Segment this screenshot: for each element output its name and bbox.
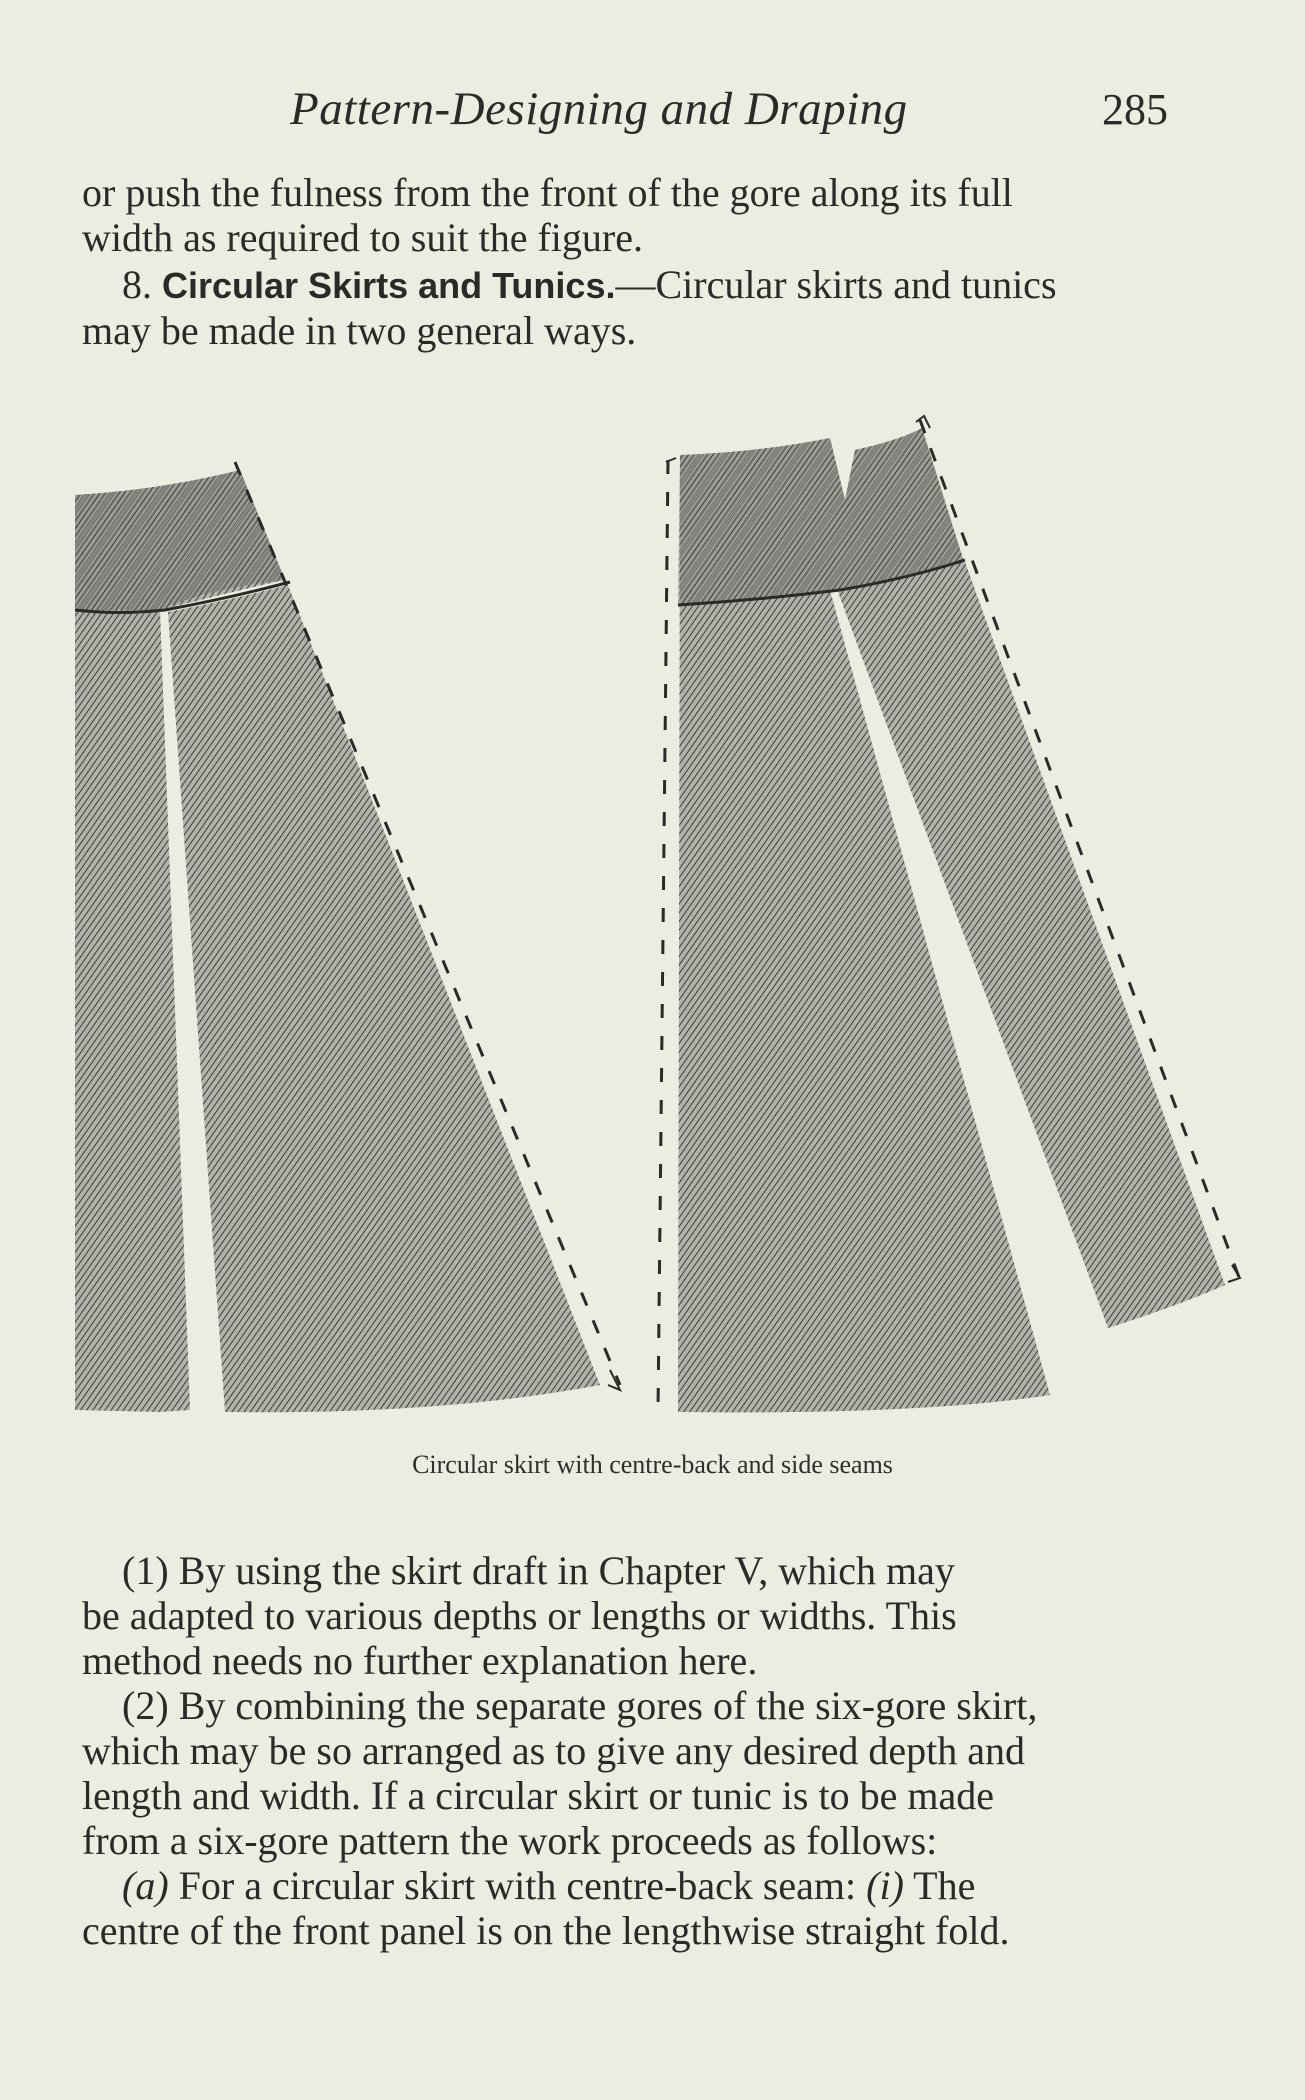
page-number: 285 <box>1102 85 1168 134</box>
text-line: may be made in two general ways. <box>82 308 637 353</box>
text-run: The <box>903 1863 976 1908</box>
text-line: (1) By using the skirt draft in Chapter V, which may <box>122 1548 955 1593</box>
sub-step-marker: (i) <box>866 1863 904 1908</box>
left-skirt-side-gore <box>168 585 600 1412</box>
paragraph-step-a <box>82 1863 1182 1953</box>
skirt-pattern-figure <box>60 410 1260 1420</box>
text-line: or push the fulness from the front of the gore along its full <box>82 170 1013 215</box>
right-skirt-centre-back-fold <box>658 460 668 1410</box>
text-line <box>82 1863 1182 1908</box>
text-line: which may be so arranged as to give any desired depth and <box>82 1728 1026 1773</box>
step-marker: (a) <box>122 1863 169 1908</box>
text-run: For a circular skirt with centre-back seam: <box>168 1863 867 1908</box>
running-title: Pattern-Designing and Draping <box>290 83 908 135</box>
paragraph-section-8 <box>82 262 1182 353</box>
text-line: (2) By combining the separate gores of the six-gore skirt, <box>122 1683 1038 1728</box>
text-line: width as required to suit the figure. <box>82 215 643 260</box>
paragraph-method-2 <box>82 1683 1182 1863</box>
figure-caption: Circular skirt with centre-back and side seams <box>412 1450 893 1479</box>
running-head <box>0 82 1305 142</box>
paragraph-method-1 <box>82 1548 1182 1683</box>
text-run: —Circular skirts and tunics <box>615 262 1057 307</box>
left-skirt-back-yoke <box>75 470 285 610</box>
text-line <box>82 262 1182 308</box>
text-line: length and width. If a circular skirt or tunic is to be made <box>82 1773 994 1818</box>
text-line: method needs no further explanation here. <box>82 1638 758 1683</box>
text-line: be adapted to various depths or lengths or widths. This <box>82 1593 957 1638</box>
right-skirt-seam-end <box>1228 1265 1240 1282</box>
text-line: from a six-gore pattern the work proceeds as follows: <box>82 1818 938 1863</box>
section-heading: Circular Skirts and Tunics. <box>162 265 616 306</box>
text-line: centre of the front panel is on the lengthwise straight fold. <box>82 1908 1010 1953</box>
paragraph-continuation <box>82 170 1182 260</box>
section-number: 8. <box>122 262 152 307</box>
